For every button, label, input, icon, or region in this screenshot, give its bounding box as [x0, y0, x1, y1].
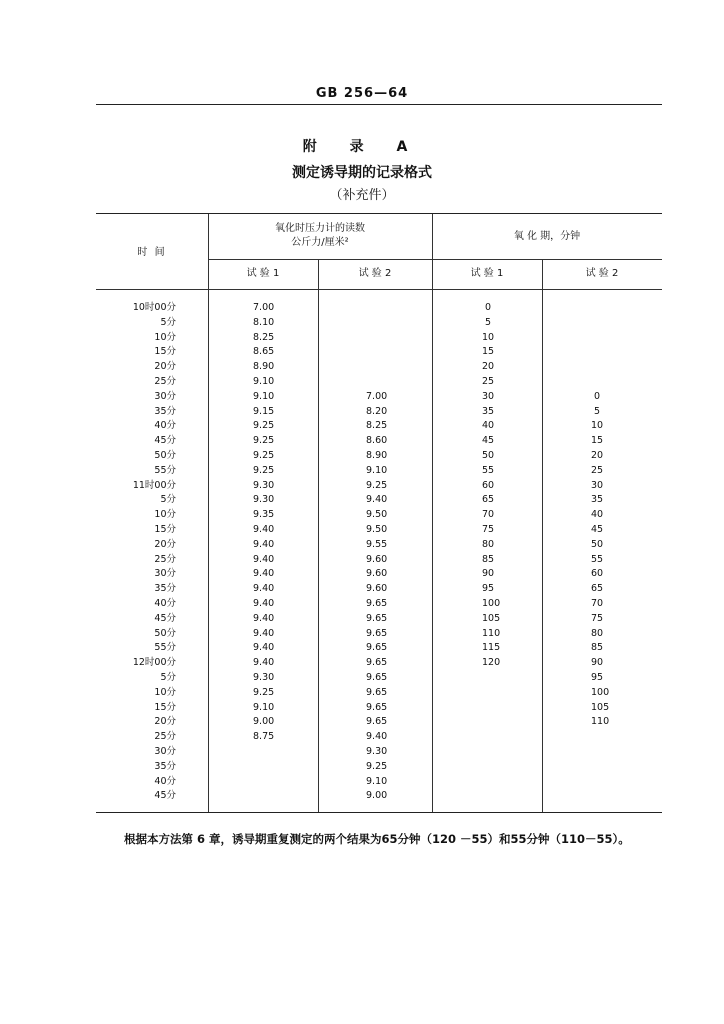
oxidation-test2-cell: 70	[591, 598, 604, 609]
time-cell: 25分	[154, 553, 176, 565]
time-cell: 50分	[154, 450, 176, 461]
oxidation-test2-cell: 40	[591, 509, 604, 521]
oxidation-test1-cell: 115	[482, 642, 501, 654]
time-cell: 30分	[154, 390, 176, 402]
table-row	[96, 582, 662, 597]
pressure-test2-cell: 9.65	[366, 612, 388, 624]
document-title: 测定诱导期的记录格式	[292, 165, 432, 181]
time-cell: 40分	[154, 420, 176, 432]
table-row	[96, 345, 662, 360]
time-cell: 15分	[154, 346, 176, 358]
oxidation-test2-cell: 80	[591, 627, 604, 639]
oxidation-test1-cell: 50	[482, 450, 495, 461]
pressure-test1-cell: 9.40	[253, 598, 275, 609]
pressure-test2-cell: 9.25	[366, 479, 388, 491]
pressure-test2-cell: 9.65	[366, 672, 388, 683]
pressure-test2-cell: 9.60	[366, 583, 388, 595]
table-row	[96, 701, 662, 716]
oxidation-test2-cell: 110	[591, 716, 610, 728]
pressure-test1-cell: 9.10	[253, 390, 275, 402]
header-mid-rule	[208, 259, 662, 260]
oxidation-test2-cell: 90	[591, 657, 604, 669]
oxidation-test1-cell: 70	[482, 509, 495, 521]
time-cell: 30分	[154, 746, 176, 757]
time-cell: 50分	[154, 627, 176, 639]
pressure-test1-cell: 9.25	[253, 450, 275, 461]
time-cell: 10分	[154, 686, 176, 698]
oxidation-test1-cell: 110	[482, 627, 501, 639]
pressure-test1-cell: 9.25	[253, 435, 275, 447]
oxidation-test1-cell: 15	[482, 346, 495, 358]
pressure-test1-cell: 9.40	[253, 524, 275, 535]
table-row	[96, 464, 662, 479]
header-bottom-rule	[96, 289, 662, 290]
table-row	[96, 405, 662, 420]
table-row	[96, 760, 662, 775]
table-row	[96, 301, 662, 316]
table-row	[96, 360, 662, 375]
time-cell: 35分	[154, 760, 176, 772]
pressure-test1-cell: 9.30	[253, 494, 275, 506]
pressure-test2-cell: 7.00	[366, 390, 388, 402]
pressure-test1-cell: 8.75	[253, 731, 275, 743]
oxidation-test1-cell: 30	[482, 390, 495, 402]
oxidation-test1-cell: 20	[482, 361, 495, 373]
pressure-test2-cell: 9.50	[366, 509, 388, 521]
time-cell: 55分	[154, 642, 176, 654]
subheader-oxidation-test1: 试 验 1	[470, 268, 504, 279]
oxidation-test1-cell: 90	[482, 568, 495, 580]
subheader-pressure-test2: 试 验 2	[358, 268, 392, 279]
oxidation-test2-cell: 15	[591, 435, 604, 447]
pressure-test2-cell: 8.90	[366, 450, 388, 461]
oxidation-test1-cell: 65	[482, 494, 495, 506]
pressure-test2-cell: 9.65	[366, 701, 388, 713]
time-cell: 25分	[154, 731, 176, 743]
time-cell: 10分	[154, 509, 176, 521]
pressure-test2-cell: 9.10	[366, 464, 388, 476]
pressure-test2-cell: 9.65	[366, 598, 388, 609]
pressure-test2-cell: 9.60	[366, 553, 388, 565]
oxidation-test1-cell: 25	[482, 376, 495, 387]
pressure-test1-cell: 9.40	[253, 642, 275, 654]
time-cell: 25分	[154, 376, 176, 387]
pressure-test1-cell: 9.30	[253, 479, 275, 491]
oxidation-test2-cell: 50	[591, 538, 604, 550]
pressure-test2-cell: 9.40	[366, 494, 388, 506]
oxidation-test1-cell: 120	[482, 657, 501, 669]
oxidation-test1-cell: 100	[482, 598, 501, 609]
record-table	[96, 213, 662, 813]
pressure-test2-cell: 9.65	[366, 716, 388, 728]
subheader-pressure-test1: 试 验 1	[246, 268, 280, 279]
pressure-test1-cell: 9.40	[253, 583, 275, 595]
pressure-test1-cell: 8.25	[253, 331, 275, 343]
oxidation-test1-cell: 40	[482, 420, 495, 432]
time-cell: 11时00分	[132, 479, 176, 491]
time-cell: 20分	[154, 538, 176, 550]
oxidation-test2-cell: 0	[593, 390, 601, 402]
table-row	[96, 775, 662, 790]
pressure-test2-cell: 8.20	[366, 405, 388, 417]
pressure-test2-cell: 8.25	[366, 420, 388, 432]
oxidation-test2-cell: 10	[591, 420, 604, 432]
table-row	[96, 508, 662, 523]
table-row	[96, 434, 662, 449]
pressure-test2-cell: 9.10	[366, 775, 388, 787]
oxidation-test1-cell: 80	[482, 538, 495, 550]
oxidation-test1-cell: 60	[482, 479, 495, 491]
oxidation-test1-cell: 35	[482, 405, 495, 417]
time-cell: 5分	[160, 672, 176, 683]
oxidation-test2-cell: 25	[591, 464, 604, 476]
header-oxidation: 氧 化 期，分钟	[513, 231, 581, 242]
table-row	[96, 789, 662, 804]
oxidation-test1-cell: 10	[482, 331, 495, 343]
table-row	[96, 612, 662, 627]
oxidation-test2-cell: 100	[591, 686, 610, 698]
pressure-test1-cell: 9.25	[253, 420, 275, 432]
time-cell: 10分	[154, 331, 176, 343]
table-row	[96, 730, 662, 745]
time-cell: 55分	[154, 464, 176, 476]
table-row	[96, 715, 662, 730]
time-cell: 20分	[154, 361, 176, 373]
pressure-test1-cell: 9.40	[253, 657, 275, 669]
oxidation-test2-cell: 35	[591, 494, 604, 506]
pressure-test2-cell: 9.55	[366, 538, 388, 550]
header-rule	[96, 104, 662, 105]
pressure-test2-cell: 9.30	[366, 746, 388, 757]
time-cell: 45分	[154, 612, 176, 624]
pressure-test2-cell: 8.60	[366, 435, 388, 447]
pressure-test2-cell: 9.00	[366, 790, 388, 802]
time-cell: 15分	[154, 701, 176, 713]
oxidation-test2-cell: 65	[591, 583, 604, 595]
pressure-test1-cell: 9.40	[253, 627, 275, 639]
table-row	[96, 493, 662, 508]
pressure-test1-cell: 9.35	[253, 509, 275, 521]
pressure-test1-cell: 9.00	[253, 716, 275, 728]
oxidation-test2-cell: 105	[591, 701, 610, 713]
time-cell: 15分	[154, 524, 176, 535]
table-row	[96, 745, 662, 760]
time-cell: 35分	[154, 583, 176, 595]
oxidation-test1-cell: 85	[482, 553, 495, 565]
pressure-test2-cell: 9.50	[366, 524, 388, 535]
pressure-test1-cell: 8.10	[253, 316, 275, 328]
table-row	[96, 567, 662, 582]
oxidation-test1-cell: 95	[482, 583, 495, 595]
oxidation-test1-cell: 5	[484, 316, 492, 328]
pressure-test2-cell: 9.65	[366, 657, 388, 669]
pressure-test2-cell: 9.65	[366, 686, 388, 698]
pressure-test1-cell: 9.25	[253, 686, 275, 698]
header-time: 时 间	[137, 247, 167, 258]
table-row	[96, 375, 662, 390]
table-row	[96, 553, 662, 568]
oxidation-test2-cell: 85	[591, 642, 604, 654]
table-row	[96, 671, 662, 686]
pressure-test1-cell: 9.40	[253, 538, 275, 550]
time-cell: 45分	[154, 435, 176, 447]
oxidation-test1-cell: 0	[484, 302, 492, 313]
time-cell: 40分	[154, 775, 176, 787]
footer-note: 根据本方法第 6 章，诱导期重复测定的两个结果为65分钟（120 －55）和55分钟（110－55）。	[124, 832, 630, 846]
time-cell: 30分	[154, 568, 176, 580]
pressure-test1-cell: 9.40	[253, 553, 275, 565]
time-cell: 5分	[160, 316, 176, 328]
pressure-test1-cell: 9.40	[253, 568, 275, 580]
pressure-test1-cell: 9.40	[253, 612, 275, 624]
pressure-test2-cell: 9.40	[366, 731, 388, 743]
subheader-oxidation-test2: 试 验 2	[585, 268, 619, 279]
table-row	[96, 523, 662, 538]
table-row	[96, 656, 662, 671]
pressure-test1-cell: 7.00	[253, 302, 275, 313]
oxidation-test1-cell: 75	[482, 524, 495, 535]
pressure-test2-cell: 9.65	[366, 642, 388, 654]
time-cell: 40分	[154, 598, 176, 609]
oxidation-test1-cell: 105	[482, 612, 501, 624]
oxidation-test1-cell: 45	[482, 435, 495, 447]
table-row	[96, 538, 662, 553]
oxidation-test2-cell: 30	[591, 479, 604, 491]
time-cell: 10时00分	[132, 302, 176, 313]
time-cell: 5分	[160, 494, 176, 506]
table-row	[96, 390, 662, 405]
table-row	[96, 627, 662, 642]
pressure-test1-cell: 8.65	[253, 346, 275, 358]
pressure-test2-cell: 9.25	[366, 760, 388, 772]
pressure-test1-cell: 9.25	[253, 464, 275, 476]
pressure-test2-cell: 9.65	[366, 627, 388, 639]
pressure-test1-cell: 9.30	[253, 672, 275, 683]
table-row	[96, 686, 662, 701]
oxidation-test2-cell: 45	[591, 524, 604, 535]
document-subtitle: （补充件）	[329, 188, 395, 203]
pressure-test1-cell: 9.15	[253, 405, 275, 417]
oxidation-test1-cell: 55	[482, 464, 495, 476]
table-row	[96, 479, 662, 494]
oxidation-test2-cell: 55	[591, 553, 604, 565]
appendix-label: 附 录 A	[302, 139, 422, 155]
table-row	[96, 316, 662, 331]
oxidation-test2-cell: 75	[591, 612, 604, 624]
oxidation-test2-cell: 20	[591, 450, 604, 461]
table-row	[96, 331, 662, 346]
oxidation-test2-cell: 5	[593, 405, 601, 417]
header-pressure-line2: 公斤力/厘米²	[291, 237, 349, 248]
pressure-test1-cell: 9.10	[253, 701, 275, 713]
table-row	[96, 641, 662, 656]
oxidation-test2-cell: 60	[591, 568, 604, 580]
pressure-test1-cell: 8.90	[253, 361, 275, 373]
header-pressure-line1: 氧化时压力计的读数	[275, 223, 365, 234]
time-cell: 20分	[154, 716, 176, 728]
time-cell: 35分	[154, 405, 176, 417]
time-cell: 12时00分	[132, 657, 176, 669]
table-row	[96, 419, 662, 434]
pressure-test1-cell: 9.10	[253, 376, 275, 387]
standard-code-header: GB 256—64	[315, 86, 409, 101]
oxidation-test2-cell: 95	[591, 672, 604, 683]
table-row	[96, 449, 662, 464]
pressure-test2-cell: 9.60	[366, 568, 388, 580]
table-row	[96, 597, 662, 612]
time-cell: 45分	[154, 790, 176, 802]
